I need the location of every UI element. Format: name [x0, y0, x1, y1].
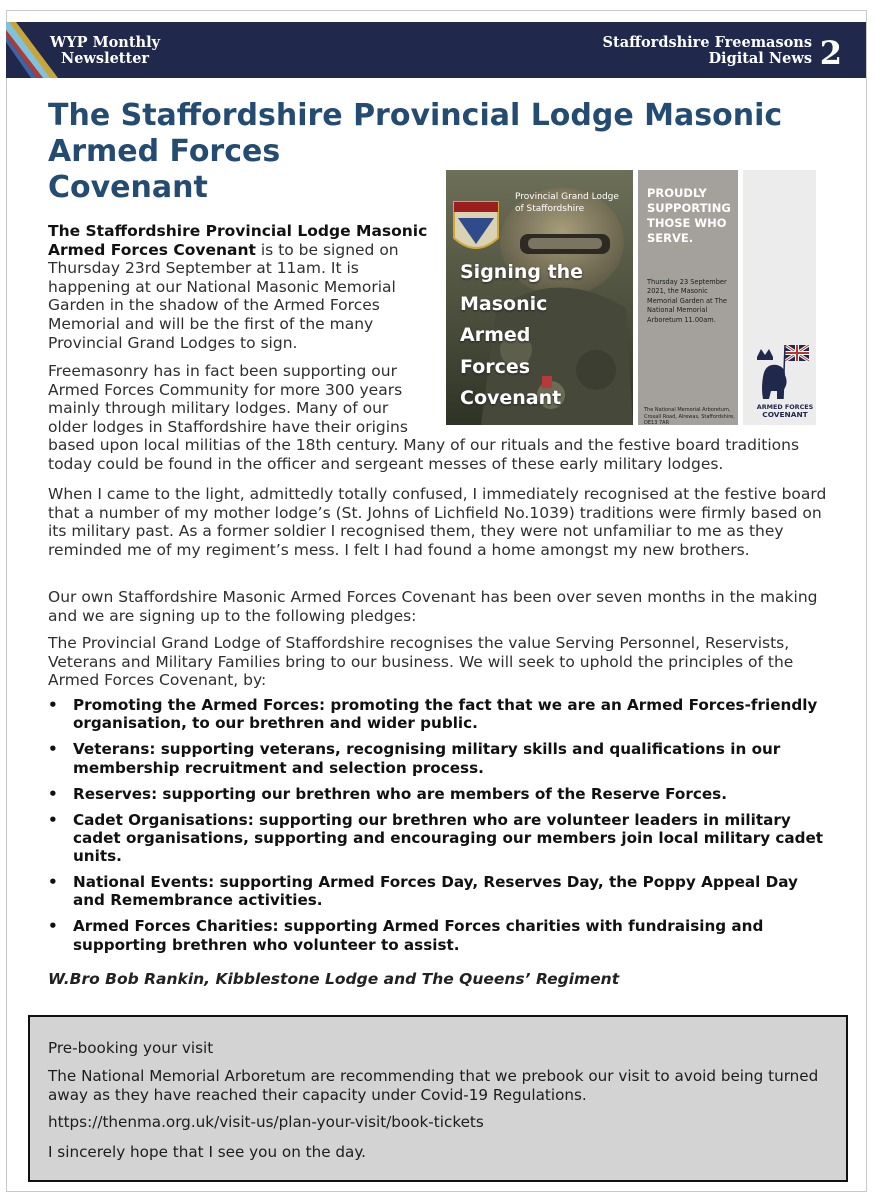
pledge-text: Veterans: supporting veterans, recognising military skills and qualifications in our membership recruitment and selection process.	[73, 740, 781, 777]
header-right-line2: Digital News	[708, 50, 812, 67]
title-line-3: Covenant	[48, 170, 208, 205]
bullet-icon: •	[48, 740, 58, 759]
history-paragraph-part2: based upon local militias of the 18th century. Many of our rituals and the festive board traditions today could be found in the officer and sergeant messes of these early military lodges.	[48, 436, 800, 473]
covenant-line-2: COVENANT	[762, 410, 808, 419]
provincial-line2: of Staffordshire	[515, 204, 585, 214]
bullet-icon: •	[48, 810, 58, 829]
signing-line-3: Armed	[460, 324, 531, 346]
lead-paragraph	[48, 222, 428, 352]
page-number: 2	[819, 34, 842, 72]
header-right-line1: Staffordshire Freemasons	[602, 34, 812, 51]
proudly-supporting-heading	[647, 186, 735, 246]
proudly-line-2: SUPPORTING	[647, 201, 731, 215]
proudly-line-1: PROUDLY	[647, 186, 707, 200]
pledge-text: National Events: supporting Armed Forces Day, Reserves Day, the Poppy Appeal Day and Remembrance activities.	[73, 873, 798, 910]
pledges-list	[48, 696, 828, 962]
title-line-2: Armed Forces	[48, 134, 281, 169]
newsletter-header	[6, 22, 866, 78]
proudly-line-4: SERVE.	[647, 231, 694, 245]
provincial-caption	[515, 191, 625, 215]
bullet-icon: •	[48, 696, 58, 714]
poster-address: The National Memorial Arboretum, Croxall Road, Alrewas, Staffordshire, DE13 7AR	[644, 407, 735, 426]
poster-date: Thursday 23 September 2021, the Masonic Memorial Garden at The National Memorial Arboretum 11.00am.	[647, 278, 727, 324]
covenant-line-1: ARMED FORCES	[756, 403, 814, 411]
bullet-icon: •	[48, 784, 58, 803]
principles-paragraph: The Provincial Grand Lodge of Staffordshire recognises the value Serving Personnel, Reservists, Veterans and Military Families bring to our business. We will seek to uphold the principles of the Armed Forces Covenant, by:	[48, 634, 794, 690]
signing-line-5: Covenant	[460, 387, 562, 409]
pledge-item	[48, 696, 828, 733]
notice-body: The National Memorial Arboretum are recommending that we prebook our visit to avoid being turned away as they have reached their capacity under Covid-19 Regulations.	[48, 1067, 819, 1104]
signing-line-4: Forces	[460, 355, 531, 378]
history-paragraph	[48, 362, 830, 474]
notice-title: Pre-booking your visit	[48, 1039, 214, 1057]
header-left-title	[50, 35, 160, 67]
provincial-line1: Provincial Grand Lodge	[515, 192, 619, 202]
title-line-1: The Staffordshire Provincial Lodge Masonic	[48, 98, 783, 133]
pledge-item	[48, 740, 828, 777]
bullet-icon: •	[48, 917, 58, 936]
pledge-item	[48, 785, 828, 803]
notice-closing: I sincerely hope that I see you on the day.	[48, 1143, 367, 1161]
bullet-icon: •	[48, 873, 58, 892]
lead-bold-text: The Staffordshire Provincial Lodge Masonic Armed Forces Covenant	[48, 222, 428, 259]
proudly-line-3: THOSE WHO	[647, 216, 727, 230]
pledge-item	[48, 873, 828, 910]
signing-line-2: Masonic	[460, 292, 548, 315]
pledge-item	[48, 811, 828, 866]
personal-paragraph: When I came to the light, admittedly totally confused, I immediately recognised at the festive board that a number of my mother lodge’s (St. Johns of Lichfield No.1039) traditions were firmly based on its military past. As a former soldier I recognised them, they were not unfamiliar to me as they reminded me of my regiment’s mess. I felt I had found a home amongst my new brothers.	[48, 485, 827, 559]
prebooking-notice-box	[28, 1015, 848, 1182]
pledge-item	[48, 917, 828, 954]
header-left-line1: WYP Monthly	[50, 34, 161, 51]
lead-rest-text: is to be signed on Thursday 23rd September at 11am. It is happening at our National Masonic Memorial Garden in the shadow of the Armed Forces Memorial and will be the first of the many Provincial Grand Lodges to sign.	[48, 240, 399, 352]
booking-link[interactable]: https://thenma.org.uk/visit-us/plan-your-visit/book-tickets	[48, 1113, 484, 1131]
covenant-intro-paragraph: Our own Staffordshire Masonic Armed Forces Covenant has been over seven months in the making and we are signing up to the following pledges:	[48, 588, 818, 625]
pledge-text: Reserves: supporting our brethren who are members of the Reserve Forces.	[73, 784, 727, 803]
pledge-text: Promoting the Armed Forces: promoting the fact that we are an Armed Forces-friendly organisation, to our brethren and wider public.	[73, 696, 818, 733]
signing-line-1: Signing the	[460, 261, 584, 283]
author-signoff: W.Bro Bob Rankin, Kibblestone Lodge and The Queens’ Regiment	[48, 970, 620, 988]
pledge-text: Cadet Organisations: supporting our brethren who are volunteer leaders in military cadet organisations, supporting and encouraging our members join local military cadet units.	[73, 810, 824, 866]
header-left-line2: Newsletter	[60, 50, 150, 67]
pledge-text: Armed Forces Charities: supporting Armed Forces charities with fundraising and supporting brethren who volunteer to assist.	[73, 917, 764, 954]
header-right-title	[603, 35, 812, 67]
history-paragraph-part1: Freemasonry has in fact been supporting our Armed Forces Community for more 300 years mainly through military lodges. Many of our older lodges in Staffordshire have their origins	[48, 362, 408, 436]
